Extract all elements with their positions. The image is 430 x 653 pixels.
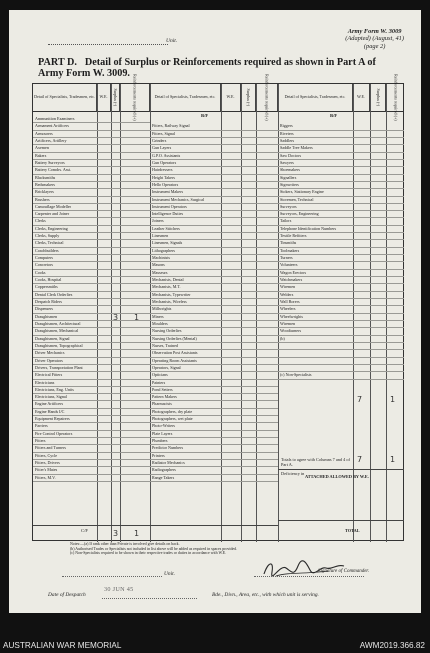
cf-rule: [33, 525, 278, 526]
table-row-label: Electricians, Eng. Units: [35, 386, 74, 392]
table-row-label: Surveyors: [280, 203, 297, 209]
table-row-label: Farriers: [35, 423, 48, 429]
table-row-label: Signwriters: [280, 181, 299, 187]
table-row-label: Armourers: [35, 130, 53, 136]
table-row-label: Clerks, Supply: [35, 233, 60, 239]
table-row-label: Wiremen: [280, 320, 296, 326]
table-row-label: Bricklayers: [35, 189, 54, 195]
table-row-label: Fitters, Signal: [152, 130, 175, 136]
table-row-label: Driver Mechanics: [35, 350, 65, 356]
table-row-label: Miners: [152, 313, 164, 319]
table-row-label: Operators, Signal: [152, 364, 181, 370]
table-row-label: Draughtsmen, Topographical: [35, 342, 83, 348]
deficiency-label: Deficiency in: [281, 471, 305, 476]
table-row-label: Gun Operators: [152, 159, 177, 165]
col-header-surplus-1: Surplus (-): [111, 84, 120, 112]
col-header-reinf-2: Reinforcements required (+): [256, 84, 278, 112]
col-header-specialists-3: Detail of Specialists, Tradesmen, etc.: [278, 84, 353, 112]
table-row-label: Armament Artificers: [35, 123, 69, 129]
col-header-we-1: W.E.: [97, 84, 111, 112]
table-row-label: Sawyers: [280, 159, 294, 165]
row-rule: [150, 481, 278, 482]
table-row-label: Welders: [280, 291, 294, 297]
archive-name: AUSTRALIAN WAR MEMORIAL: [3, 641, 122, 650]
bde-line-label: Bde., Divn., Area, etc., with which unit is serving.: [212, 592, 319, 598]
table-row-label: Engine Hands I/C: [35, 408, 65, 414]
table-row-label: Hairdressers: [152, 167, 173, 173]
table-row-label: Camouflage Modeller: [35, 203, 72, 209]
table-row-label: Coppersmiths: [35, 284, 58, 290]
table-row-label: Tailors: [280, 218, 292, 224]
col-header-surplus-3: Surplus (-): [370, 84, 386, 112]
table-row-label: Saw Doctors: [280, 152, 302, 158]
col-header-we-2: W.E.: [221, 84, 241, 112]
col-header-specialists-2: Detail of Specialists, Tradesmen, etc.: [150, 84, 221, 112]
table-row-label: Signallers: [280, 174, 297, 180]
table-row-label: Engine Artificers: [35, 401, 64, 407]
table-row-label: Brushers: [35, 196, 50, 202]
totals-note: Totals to agree with Columns 7 and 4 of Part A.: [281, 457, 350, 468]
date-line: [102, 598, 197, 599]
signature-caption: Signature of Commander.: [318, 569, 370, 574]
total-reinf-entry: 1: [390, 455, 396, 464]
table-row-label: Photographers, dry plate: [152, 408, 193, 414]
table-row-label: Volunteers: [280, 262, 298, 268]
table-row-label: Draughtsmen, Signal: [35, 335, 70, 341]
col-header-reinf-3: Reinforcements required (+): [386, 84, 404, 112]
form-page: (page 2): [363, 42, 386, 50]
col-header-surplus-2: Surplus (-): [241, 84, 256, 112]
table-row-label: Battery Surveyors: [35, 159, 65, 165]
table-row-label: Radiator Mechanics: [152, 460, 185, 466]
totals-rule: [278, 469, 404, 470]
table-row-label: Nursing Orderlies (Mental): [152, 335, 197, 341]
table-row-label: Operating Room Assistants: [152, 357, 197, 363]
table-row-label: Masons: [152, 262, 165, 268]
table-row-label: Watchmakers: [280, 277, 303, 283]
form-reference: [345, 28, 404, 50]
table-row-label: Fitters, Drivers: [35, 460, 60, 466]
table-row-label: Cooks: [35, 269, 46, 275]
table-row-label: Opticians: [152, 372, 168, 378]
table-row-label: Pharmacists: [152, 401, 172, 407]
table-row-label: Drivers, Transportation Plant: [35, 364, 83, 370]
table-row-label: Mechanists, Dental: [152, 277, 184, 283]
table-row-label: Carpenter and Joiner: [35, 211, 70, 217]
table-row-label: Hello Operators: [152, 181, 179, 187]
col-header-specialists-1: Detail of Specialists, Tradesmen, etc.: [33, 84, 97, 112]
total-rule: [278, 520, 404, 521]
page-title: [38, 57, 398, 79]
table-row-label: Fitters, M.V.: [35, 474, 56, 480]
cf-reinf-entry: 1: [134, 529, 140, 538]
table-row-label: Wiremen: [280, 284, 296, 290]
table-row-label: Leather Stitchers: [152, 225, 180, 231]
table-row-label: Gun Layers: [152, 145, 172, 151]
table-row-label: Artificers, Artillery: [35, 137, 67, 143]
table-row-label: [278, 357, 353, 364]
table-row-label: Fitters, Railway Signal: [152, 123, 190, 129]
table-row-label: Wheelwrights: [280, 313, 303, 319]
table-row-label: Clerks: [35, 218, 46, 224]
table-row-label: Toolmakers: [280, 247, 300, 253]
table-row-label: Predictor Numbers: [152, 445, 184, 451]
table-row-label: Mechanists, Wireless: [152, 299, 187, 304]
table-row-label: Clerks, Technical: [35, 240, 64, 246]
table-row-label: Electricians, Signal: [35, 394, 67, 400]
total-surplus-entry: 7: [357, 455, 363, 464]
col-header-we-3: W.E.: [353, 84, 370, 112]
table-row-label: [278, 364, 353, 371]
unit-line: [48, 44, 168, 45]
table-row-label: [278, 349, 353, 356]
table-row-label: Painters: [152, 379, 166, 385]
table-row-label: Wagon Erectors: [280, 269, 307, 275]
attached-allowed-label: ATTACHED ALLOWED BY W.E.: [305, 474, 369, 479]
table-row-label: Saddle Tree Makers: [280, 145, 313, 151]
table-row-label: Lithographers: [152, 247, 175, 253]
table-row-label: Saddlers: [280, 137, 295, 143]
table-row-label: Fitters, Cycle: [35, 452, 58, 458]
table-row-label: Fire Control Operators: [35, 430, 73, 436]
table-row-label: Grinders: [152, 137, 167, 143]
table-row-label: Equipment Repairers: [35, 416, 70, 422]
table-row-label: Photographers, wet plate: [152, 416, 193, 422]
table-row-label: Telephone Identification Numbers: [280, 225, 337, 231]
title-text: Detail of Surplus or Reinforcements required as shown in Part A of Army Form W. 3009.: [38, 57, 376, 79]
table-row-label: Linesmen, Signals: [152, 240, 183, 246]
table-row-label: Moulders: [152, 320, 168, 326]
table-row-label: Nursing Orderlies: [152, 328, 182, 334]
table-row-label: Wall Borers: [280, 299, 300, 304]
footer-unit-line: [62, 576, 162, 577]
table-row-label: Fitter's Mates: [35, 467, 58, 473]
table-row-label: Electrical Fitters: [35, 372, 63, 378]
table-row-label: Mechanists, Typewriter: [152, 291, 191, 297]
table-row-label: Dispensers: [35, 306, 53, 312]
table-row-label: Turners: [280, 255, 293, 261]
row-rule: [33, 481, 150, 482]
date-of-despatch-label: Date of Despatch: [48, 592, 86, 598]
table-row-label: [278, 342, 353, 349]
bf-label-3: B/F: [330, 113, 338, 118]
table-row-label: Radiographers: [152, 467, 176, 473]
part-label: PART D.: [38, 57, 77, 68]
table-row-label: Dental Clerk Orderlies: [35, 291, 73, 297]
footer-unit-label: Unit.: [164, 571, 175, 577]
specialists-table: [32, 74, 404, 541]
despatch-riders-surplus-entry: 3: [113, 313, 119, 322]
table-row-label: Tinsmiths: [280, 240, 297, 246]
table-row-label: Joiners: [152, 218, 164, 224]
table-row-label: Instrument Makers: [152, 189, 184, 195]
note-b: (b) Authorised Trades or Specialists not included in list above will be added as required in spaces provided.: [70, 546, 238, 551]
table-row-label: Fitters: [35, 438, 46, 444]
unit-label: Unit.: [166, 38, 178, 44]
table-row-label: Nurses, Trained: [152, 342, 178, 348]
table-row-label: Intelligence Duties: [152, 211, 184, 217]
table-row-label: Pattern Makers: [152, 394, 177, 400]
table-row-label: Photo-Writers: [152, 423, 176, 429]
nonspec-reinf-entry: 1: [390, 395, 396, 404]
table-row-label: Blacksmiths: [35, 174, 56, 180]
table-row-label: Bakers: [35, 152, 47, 158]
form-number: Army Form W. 3009: [347, 28, 402, 35]
table-row-label: Ammunition Examiners: [35, 116, 75, 121]
table-row-label: Mechanists, M.T.: [152, 284, 181, 290]
note-a: Notes:—(a) If rank other than Private is involved give details on back.: [70, 542, 180, 546]
table-row-label: Computers: [35, 255, 53, 261]
table-row-label: Electricians: [35, 379, 55, 385]
table-row-label: Driver Operators: [35, 357, 63, 363]
table-row-label: Surveyors, Engineering: [280, 211, 319, 217]
table-row-label: (b): [280, 335, 285, 341]
table-row-label: Height Takers: [152, 174, 175, 180]
despatch-riders-reinf-entry: 1: [134, 313, 140, 322]
table-row-label: Range Takers: [152, 474, 175, 480]
archive-caption-bar: [0, 639, 430, 653]
table-row-label: Cooks, Hospital: [35, 277, 62, 283]
notes-block: [70, 542, 350, 556]
table-row-label: Riggers: [280, 123, 293, 129]
form-adapted: (Adapted) (August, 41): [345, 35, 404, 43]
bf-label-2: B/F: [201, 113, 209, 118]
table-row-label: Wheelers: [280, 306, 296, 312]
table-row-label: Plate Layers: [152, 430, 173, 436]
table-row-label: Shoemakers: [280, 167, 301, 173]
table-row-label: Instrument Mechanics, Surgical: [152, 196, 205, 202]
table-row-label: Machinists: [152, 255, 170, 261]
table-row-label: Axemen: [35, 145, 49, 151]
table-row-label: Millwrights: [152, 306, 172, 312]
table-row-label: Riveters: [280, 130, 294, 136]
table-row-label: G.P.O. Assistants: [152, 152, 181, 158]
table-row-label: Pond Setters: [152, 386, 173, 392]
table-row-label: Fitters and Turners: [35, 445, 66, 451]
table-row-label: Draughtsmen, Mechanical: [35, 328, 79, 334]
total-label: TOTAL: [345, 528, 360, 533]
note-c: (c) Non-Specialists required to be shown in their respective trades or duties in accordance with W.E.: [70, 551, 227, 556]
table-row-label: Draughtsmen: [35, 313, 58, 319]
table-row-label: Draughtsmen, Architectural: [35, 320, 81, 326]
table-row-label: Despatch Riders: [35, 299, 62, 304]
table-row-label: Stokers, Stationary Engine: [280, 189, 324, 195]
cf-label: C/F: [81, 528, 88, 533]
table-row-label: Woodturners: [280, 328, 302, 334]
row-rule: [278, 379, 404, 380]
cf-surplus-entry: 3: [113, 529, 119, 538]
col-header-reinf-1: Reinforcements required (+): [120, 84, 150, 112]
table-row-label: Bedsmakers: [35, 181, 56, 187]
table-row-label: (c) Non-Specialists: [280, 372, 312, 378]
table-row-label: Textile Refitters: [280, 233, 307, 239]
archive-id: AWM2019.366.82: [359, 641, 425, 650]
table-row-label: Instrument Operators: [152, 203, 187, 209]
table-row-label: Printers: [152, 452, 165, 458]
table-row-label: Storemen, Technical: [280, 196, 314, 202]
table-row-label: Coachbuilders: [35, 247, 59, 253]
table-row-label: Battery Comdrs. Asst.: [35, 167, 72, 173]
date-stamp: 30 JUN 45: [104, 586, 134, 593]
table-row-label: Clerks, Engineering: [35, 225, 68, 231]
nonspec-surplus-entry: 7: [357, 395, 363, 404]
signature-line: [254, 576, 364, 577]
table-row-label: Masseurs: [152, 269, 168, 275]
table-row-label: Observation Post Assistants: [152, 350, 198, 356]
table-row-label: Linesmen: [152, 233, 169, 239]
table-row-label: Concretors: [35, 262, 53, 268]
table-row-label: Plumbers: [152, 438, 168, 444]
